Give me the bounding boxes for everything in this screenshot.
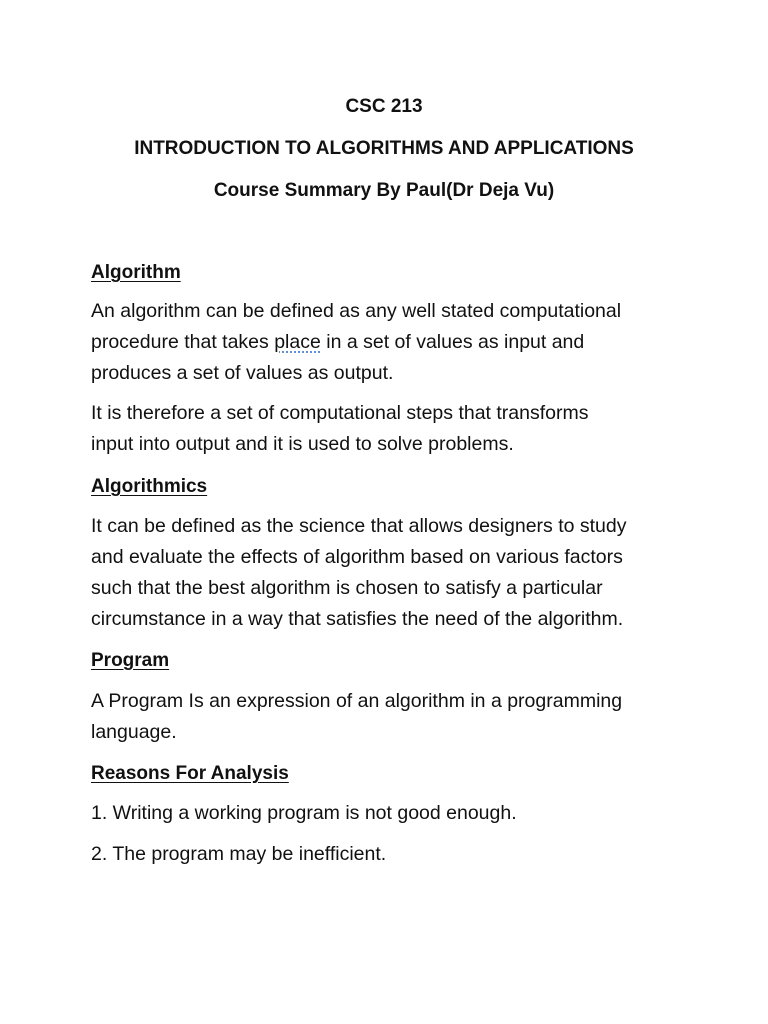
paragraph-line: such that the best algorithm is chosen to satisfy a particular (91, 577, 603, 599)
text-segment: in a set of values as input and (320, 331, 585, 353)
heading-reasons-for-analysis: Reasons For Analysis (91, 763, 289, 784)
spellcheck-marked-word: place (274, 331, 321, 353)
heading-program: Program (91, 650, 170, 671)
list-item-reason-1: 1. Writing a working program is not good enough. (91, 802, 517, 824)
paragraph-line: An algorithm can be defined as any well stated computational (91, 300, 622, 322)
paragraph-line: produces a set of values as output. (91, 362, 394, 384)
list-item-reason-2: 2. The program may be inefficient. (91, 843, 387, 865)
text-segment: procedure that takes (91, 331, 275, 353)
course-code: CSC 213 (345, 96, 423, 117)
paragraph-line: circumstance in a way that satisfies the need of the algorithm. (91, 608, 624, 630)
paragraph-line: A Program Is an expression of an algorithm in a programming (91, 690, 623, 712)
paragraph-line (91, 327, 731, 358)
paragraph-algorithmics-definition (91, 511, 731, 635)
paragraph-line: It is therefore a set of computational steps that transforms (91, 402, 589, 424)
paragraph-line: and evaluate the effects of algorithm based on various factors (91, 546, 623, 568)
course-title: INTRODUCTION TO ALGORITHMS AND APPLICATIONS (134, 138, 634, 159)
paragraph-line: language. (91, 721, 177, 743)
paragraph-algorithm-steps (91, 398, 731, 460)
paragraph-program-definition (91, 686, 731, 748)
paragraph-line: It can be defined as the science that allows designers to study (91, 515, 627, 537)
document-subtitle: Course Summary By Paul(Dr Deja Vu) (213, 180, 555, 201)
heading-algorithmics: Algorithmics (91, 476, 208, 497)
paragraph-line: input into output and it is used to solve problems. (91, 433, 514, 455)
paragraph-algorithm-definition (91, 296, 731, 389)
heading-algorithm: Algorithm (91, 262, 181, 283)
